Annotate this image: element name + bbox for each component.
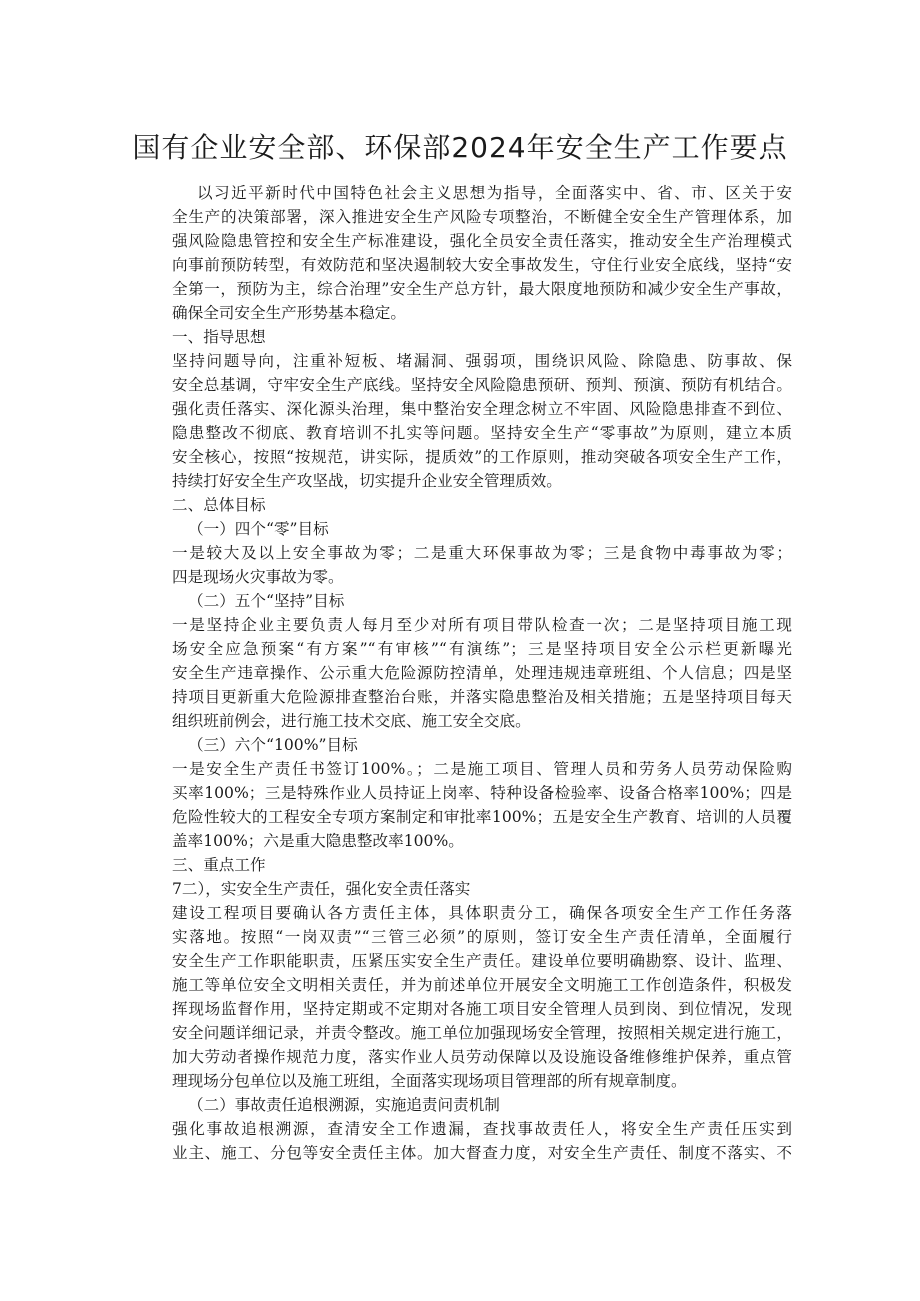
body-line: 坚持问题导向，注重补短板、堵漏洞、强弱项，围绕识风险、除隐患、防事故、保 [172, 352, 792, 370]
body-line: 强化责任落实、深化源头治理，集中整治安全理念树立不牢固、风险隐患排查不到位、 [172, 400, 792, 418]
body-line: （三）六个“100%”目标 [188, 736, 358, 754]
body-line: 以习近平新时代中国特色社会主义思想为指导，全面落实中、省、市、区关于安 [197, 184, 792, 202]
body-line: （一）四个“零”目标 [188, 520, 329, 538]
body-line: 组织班前例会，进行施工技术交底、施工安全交底。 [172, 712, 531, 730]
body-line: 盖率100%；六是重大隐患整改率100%。 [172, 832, 464, 850]
document-title: 国有企业安全部、环保部2024年安全生产工作要点 [132, 131, 788, 164]
body-line: 业主、施工、分包等安全责任主体。加大督查力度，对安全生产责任、制度不落实、不 [172, 1144, 792, 1162]
body-line: 安全生产工作职能职责，压紧压实安全生产责任。建设单位要明确勘察、设计、监理、 [172, 952, 792, 970]
body-line: 买率100%；三是特殊作业人员持证上岗率、特种设备检验率、设备合格率100%；四是 [172, 784, 792, 802]
body-line: 加大劳动者操作规范力度，落实作业人员劳动保障以及设施设备维修维护保养，重点管 [172, 1048, 792, 1066]
body-line: 建设工程项目要确认各方责任主体，具体职责分工，确保各项安全生产工作任务落 [172, 904, 792, 922]
body-line: （二）五个“坚持”目标 [188, 592, 345, 610]
body-line: 一是坚持企业主要负责人每月至少对所有项目带队检查一次；二是坚持项目施工现 [172, 616, 792, 634]
body-line: 安全核心，按照“按规范，讲实际，提质效”的工作原则，推动突破各项安全生产工作， [172, 448, 792, 466]
body-line: 实落地。按照“一岗双责”“三管三必须”的原则，签订安全生产责任清单，全面履行 [172, 928, 792, 946]
body-line: 一是安全生产责任书签订100%。；二是施工项目、管理人员和劳务人员劳动保险购 [172, 760, 792, 778]
body-line: 强风险隐患管控和安全生产标准建设，强化全员安全责任落实，推动安全生产治理模式 [172, 232, 792, 250]
body-line: 持项目更新重大危险源排查整治台账，并落实隐患整治及相关措施；五是坚持项目每天 [172, 688, 792, 706]
body-line: 安全问题详细记录，并责令整改。施工单位加强现场安全管理，按照相关规定进行施工， [172, 1024, 792, 1042]
body-line: 场安全应急预案“有方案”“有审核”“有演练”；三是坚持项目安全公示栏更新曝光 [172, 640, 792, 658]
body-line: 持续打好安全生产攻坚战，切实提升企业安全管理质效。 [172, 472, 562, 490]
body-line: 施工等单位安全文明相关责任，并为前述单位开展安全文明施工工作创造条件，积极发 [172, 976, 792, 994]
body-line: 二、总体目标 [172, 496, 266, 514]
body-line: （二）事故责任追根溯源，实施追责问责机制 [188, 1096, 500, 1114]
body-line: 危险性较大的工程安全专项方案制定和审批率100%；五是安全生产教育、培训的人员覆 [172, 808, 792, 826]
body-line: 强化事故追根溯源，查清安全工作遗漏，查找事故责任人，将安全生产责任压实到 [172, 1120, 792, 1138]
body-line: 7二），实安全生产责任，强化安全责任落实 [172, 880, 471, 898]
body-line: 安全总基调，守牢安全生产底线。坚持安全风险隐患预研、预判、预演、预防有机结合。 [172, 376, 792, 394]
body-line: 安全生产违章操作、公示重大危险源防控清单，处理违规违章班组、个人信息；四是坚 [172, 664, 792, 682]
body-line: 四是现场火灾事故为零。 [172, 568, 344, 586]
body-line: 确保全司安全生产形势基本稳定。 [172, 304, 406, 322]
body-line: 隐患整改不彻底、教育培训不扎实等问题。坚持安全生产“零事故”为原则，建立本质 [172, 424, 792, 442]
body-line: 一是较大及以上安全事故为零；二是重大环保事故为零；三是食物中毒事故为零； [172, 544, 792, 562]
body-line: 向事前预防转型，有效防范和坚决遏制较大安全事故发生，守住行业安全底线，坚持“安 [172, 256, 792, 274]
body-line: 挥现场监督作用，坚持定期或不定期对各施工项目安全管理人员到岗、到位情况，发现 [172, 1000, 792, 1018]
body-line: 一、指导思想 [172, 328, 266, 346]
body-line: 三、重点工作 [172, 856, 266, 874]
body-line: 全生产的决策部署，深入推进安全生产风险专项整治，不断健全安全生产管理体系，加 [172, 208, 792, 226]
document-body [172, 181, 792, 1165]
body-line: 理现场分包单位以及施工班组，全面落实现场项目管理部的所有规章制度。 [172, 1072, 687, 1090]
body-line: 全第一，预防为主，综合治理”安全生产总方针，最大限度地预防和减少安全生产事故， [172, 280, 792, 298]
